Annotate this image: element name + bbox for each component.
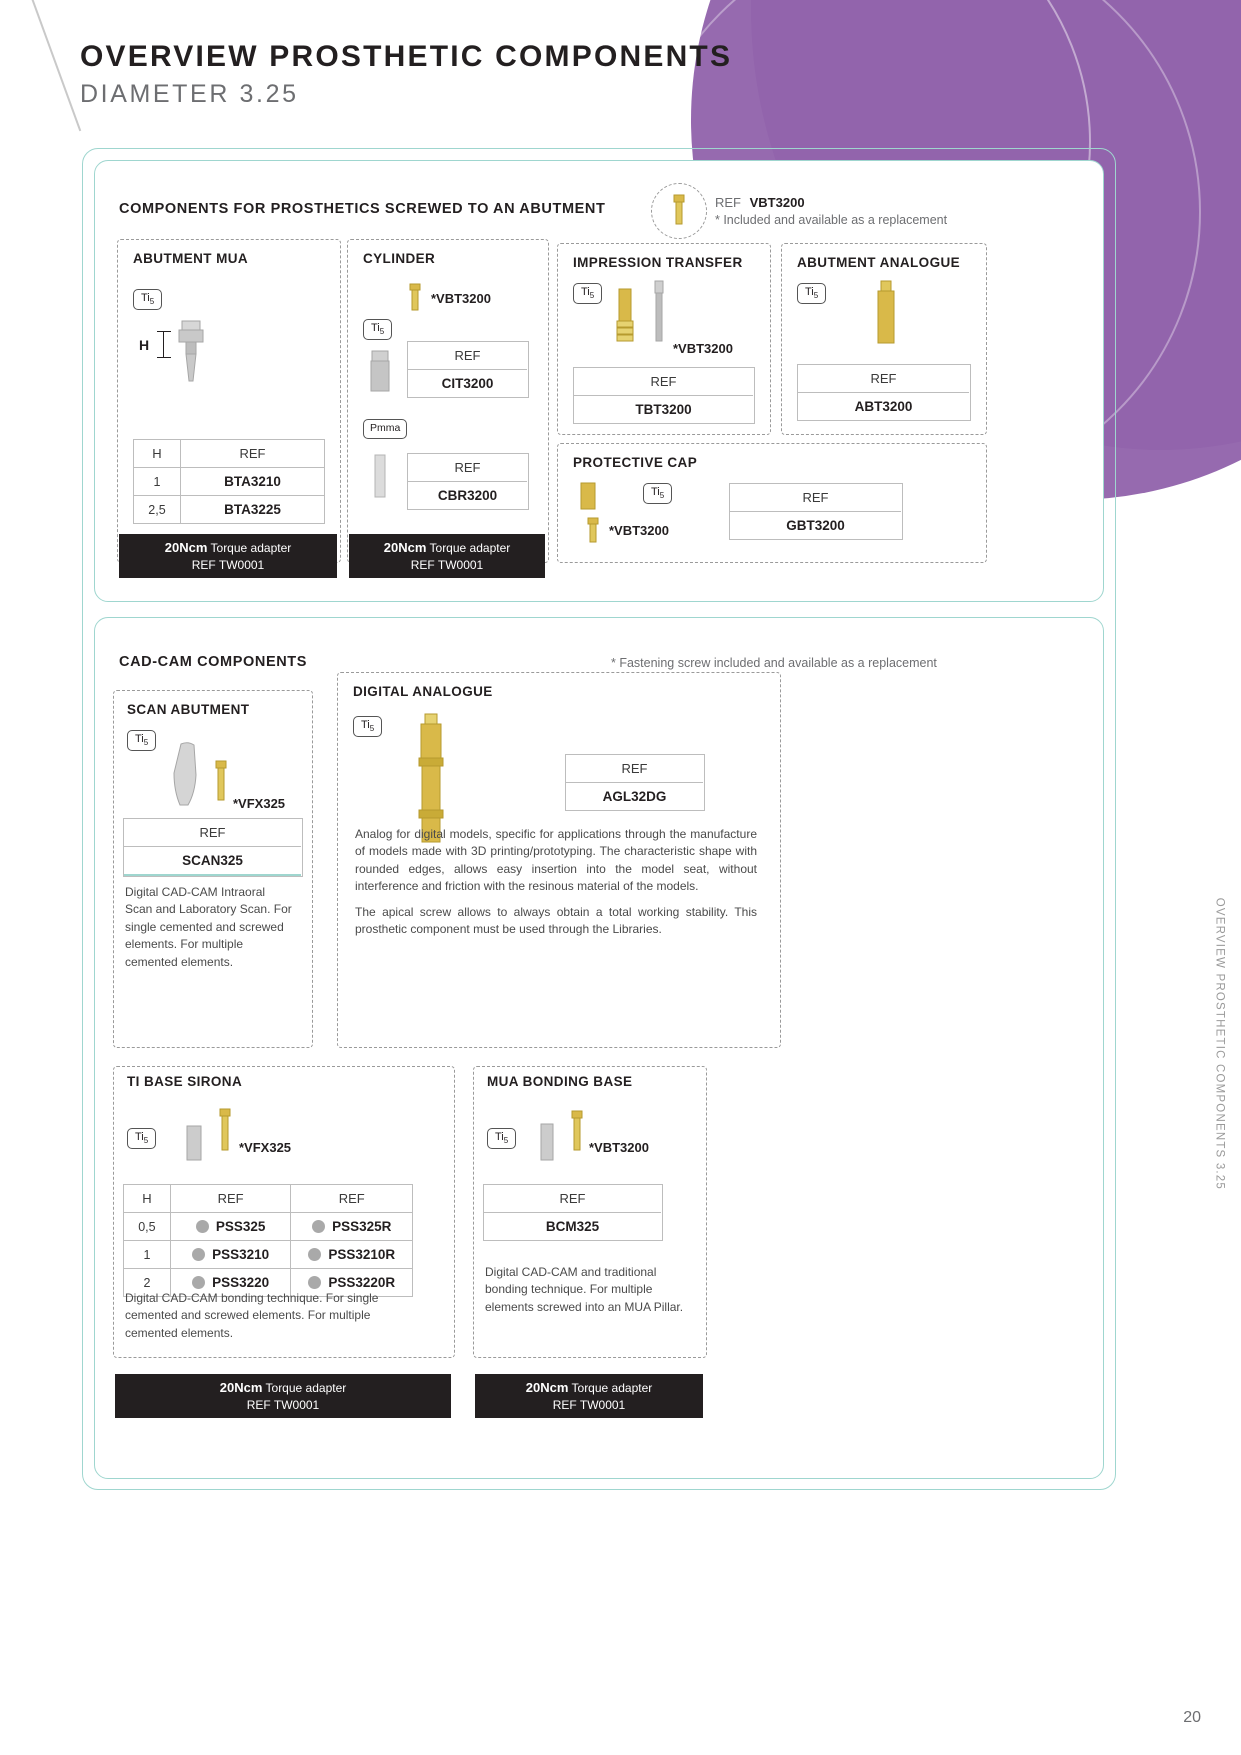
cylinder-title: CYLINDER [363, 251, 436, 266]
digital-analogue-table: REF AGL32DG [565, 754, 705, 811]
mua-bonding-base-screw-icon [569, 1110, 585, 1158]
mua-bonding-base-torque: 20Ncm Torque adapter REF TW0001 [475, 1374, 703, 1418]
color-dot [312, 1220, 325, 1233]
abutment-mua-table [133, 439, 325, 524]
protective-cap-screw-label: *VBT3200 [609, 523, 669, 538]
impression-transfer-screw-label: *VBT3200 [673, 341, 733, 356]
impression-transfer-title: IMPRESSION TRANSFER [573, 255, 743, 270]
abutment-mua-title: ABUTMENT MUA [133, 251, 249, 266]
scan-abutment-icon [171, 740, 205, 814]
scan-abutment-material: $Ti_5$ [127, 730, 156, 751]
abutment-mua-torque: 20Ncm Torque adapter REF TW0001 [119, 534, 337, 578]
table-row: 2,5 BTA3225 [134, 496, 324, 523]
section-screwed-components [94, 160, 1104, 602]
mua-bonding-base-screw-label: *VBT3200 [589, 1140, 649, 1155]
cylinder-torque: 20Ncm Torque adapter REF TW0001 [349, 534, 545, 578]
table-row: 1 PSS3210 PSS3210R [124, 1241, 412, 1269]
page-number: 20 [1183, 1709, 1201, 1726]
cylinder-screw-label: *VBT3200 [431, 291, 491, 306]
color-dot [196, 1220, 209, 1233]
mua-bonding-base-icon [535, 1118, 559, 1166]
h-tick-top [157, 331, 171, 332]
scan-abutment-screw-icon [213, 760, 229, 804]
abutment-analogue-table: REF ABT3200 [797, 364, 971, 421]
mua-bonding-base-description: Digital CAD-CAM and traditional bonding technique. For multiple elements screwed into an MUA Pillar. [485, 1265, 684, 1314]
side-running-title: OVERVIEW PROSTHETIC COMPONENTS 3.25 [1213, 897, 1225, 1190]
ti-base-sirona-description: Digital CAD-CAM bonding technique. For single cemented and screwed elements. For multiple cemented elements. [125, 1291, 379, 1340]
color-dot [192, 1248, 205, 1261]
callout-ref-line: REF VBT3200 [715, 195, 805, 210]
cylinder-ti-table: REF CIT3200 [407, 341, 529, 398]
protective-cap-screw-icon [585, 517, 601, 545]
abutment-analogue-icon [875, 279, 897, 351]
section-cadcam-components [94, 617, 1104, 1479]
abutment-mua-h-label: H [139, 337, 150, 353]
callout-screw-icon [651, 183, 707, 239]
scan-abutment-title: SCAN ABUTMENT [127, 702, 250, 717]
ti-base-sirona-screw-icon [217, 1108, 233, 1156]
abutment-analogue-material: $Ti_5$ [797, 283, 826, 304]
ti-base-sirona-icon [181, 1118, 207, 1166]
ti-base-sirona-table [123, 1184, 413, 1297]
ti-base-sirona-title: TI BASE SIRONA [127, 1074, 243, 1089]
impression-transfer-screw-icon [651, 279, 667, 347]
decorative-diagonal-line [28, 0, 81, 131]
digital-analogue-title: DIGITAL ANALOGUE [353, 684, 493, 699]
impression-transfer-table: REF TBT3200 [573, 367, 755, 424]
table-header-row: H REF REF [124, 1185, 412, 1213]
mua-bonding-base-table: REF BCM325 [483, 1184, 663, 1241]
screw-icon [671, 194, 687, 228]
page-header [80, 40, 732, 109]
table-row: 1 BTA3210 [134, 468, 324, 496]
ti-base-sirona-torque: 20Ncm Torque adapter REF TW0001 [115, 1374, 451, 1418]
color-dot [308, 1248, 321, 1261]
table-row: 0,5 PSS325 PSS325R [124, 1213, 412, 1241]
page-subtitle: DIAMETER 3.25 [80, 80, 299, 108]
digital-analogue-material: $Ti_5$ [353, 716, 382, 737]
callout-note: * Included and available as a replacement [715, 213, 948, 227]
h-tick-vertical [163, 331, 164, 358]
table-row: 2 PSS3220 PSS3220R [124, 1269, 412, 1296]
color-dot [192, 1276, 205, 1289]
mua-bonding-base-title: MUA BONDING BASE [487, 1074, 633, 1089]
section-screwed-title: COMPONENTS FOR PROSTHETICS SCREWED TO AN ABUTMENT [119, 201, 606, 217]
scan-abutment-description: Digital CAD-CAM Intraoral Scan and Laboratory Scan. For single cemented and screwed elements. For multiple cemented elements. [125, 885, 292, 969]
abutment-mua-material: $Ti_5$ [133, 289, 162, 310]
abutment-mua-icon [173, 319, 209, 389]
protective-cap-material: $Ti_5$ [643, 483, 672, 504]
page-title: OVERVIEW PROSTHETIC COMPONENTS [80, 40, 733, 73]
cylinder-ti-icon [367, 349, 393, 397]
mua-bonding-base-material: $Ti_5$ [487, 1128, 516, 1149]
cylinder-pmma-icon [371, 453, 389, 501]
protective-cap-icon [577, 481, 599, 513]
cylinder-material-pmma: Pmma [363, 419, 407, 439]
section-cadcam-note: * Fastening screw included and available as a replacement [611, 656, 937, 670]
protective-cap-title: PROTECTIVE CAP [573, 455, 698, 470]
digital-analogue-description-2: The apical screw allows to always obtain a total working stability. This prosthetic component must be used through the Libraries. [355, 905, 757, 937]
cylinder-screw-icon [407, 283, 423, 313]
box-cylinder [347, 239, 549, 563]
scan-abutment-screw-label: *VFX325 [233, 796, 286, 811]
ti-base-sirona-material: $Ti_5$ [127, 1128, 156, 1149]
h-tick-bottom [157, 357, 171, 358]
abutment-analogue-title: ABUTMENT ANALOGUE [797, 255, 961, 270]
color-dot [308, 1276, 321, 1289]
section-cadcam-title: CAD-CAM COMPONENTS [119, 654, 308, 670]
scan-abutment-table: REF SCAN325 [123, 818, 303, 877]
table-header-row: H REF [134, 440, 324, 468]
impression-transfer-icon [613, 285, 637, 349]
impression-transfer-material: $Ti_5$ [573, 283, 602, 304]
digital-analogue-description: Analog for digital models, specific for applications through the manufacture of models made with 3D printing/prototyping. The characteristic shape with rounded edges, allows easy insertion into the model seat, without interference and friction with the resinous material of the models. [355, 827, 757, 894]
cylinder-material-ti: $Ti_5$ [363, 319, 392, 340]
protective-cap-table: REF GBT3200 [729, 483, 903, 540]
cylinder-pmma-table: REF CBR3200 [407, 453, 529, 510]
ti-base-sirona-screw-label: *VFX325 [239, 1140, 292, 1155]
